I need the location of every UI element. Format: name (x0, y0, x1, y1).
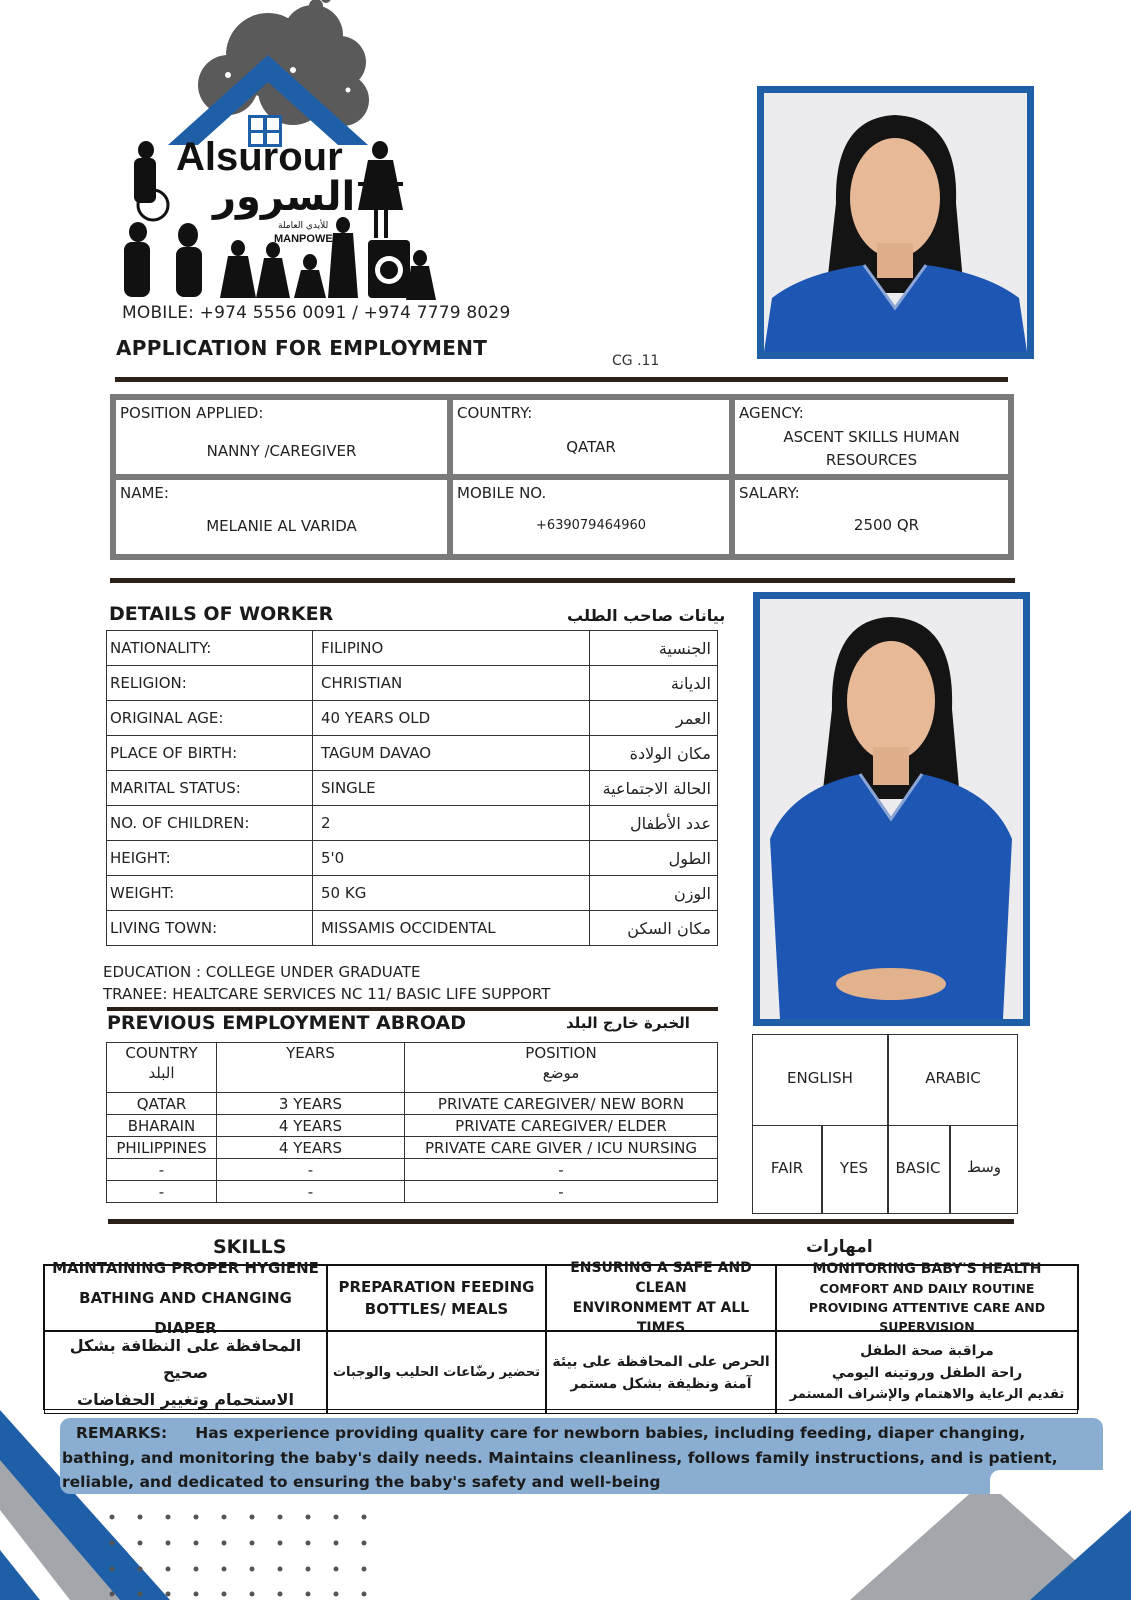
detail-value: 2 (313, 806, 590, 841)
name-label: NAME: (120, 484, 169, 502)
skill-monitoring: MONITORING BABY'S HEALTH COMFORT AND DAILY ROUTINE PROVIDING ATTENTIVE CARE AND SUPERVISION (776, 1265, 1078, 1331)
divider (108, 1219, 1014, 1224)
detail-value: CHRISTIAN (313, 666, 590, 701)
detail-label: NATIONALITY: (107, 631, 313, 666)
arabic-level: BASIC (895, 1159, 941, 1177)
employment-position: - (405, 1159, 718, 1181)
table-row (107, 911, 718, 946)
language-english: ENGLISH (787, 1069, 853, 1087)
remarks-label: REMARKS: (76, 1424, 168, 1442)
agency-label: AGENCY: (739, 404, 804, 422)
position-value: NANNY /CAREGIVER (206, 442, 357, 460)
logo-sub-ar: للأيدي العاملة (278, 221, 329, 231)
logo-wordmark-ar: السرور (213, 174, 356, 220)
skill-safe-environment: ENSURING A SAFE AND CLEAN ENVIRONMEMT AT ALL TIMES (546, 1265, 776, 1331)
worker-photo-full (753, 592, 1030, 1026)
table-row (107, 1093, 718, 1115)
agency-value-line1: ASCENT SKILLS HUMAN (783, 428, 960, 446)
skill-hygiene-ar: المحافظة على النظافة بشكل صحيح الاستحمام وتغيير الحفاضات (44, 1331, 327, 1414)
company-mobile: MOBILE: +974 5556 0091 / +974 7779 8029 (122, 303, 511, 323)
skill-monitoring-ar: مراقبة صحة الطفل راحة الطفل وروتينه اليومي تقديم الرعاية والاهتمام والإشراف المستمر (776, 1331, 1078, 1414)
detail-label-ar: مكان الولادة (590, 736, 718, 771)
table-row (107, 1115, 718, 1137)
salary-value: 2500 QR (853, 516, 920, 534)
skills-table (43, 1259, 1079, 1410)
divider (115, 377, 1008, 382)
company-logo (118, 0, 438, 305)
skill-hygiene: MAINTAINING PROPER HYGIENE BATHING AND CHANGING DIAPER (44, 1265, 327, 1331)
table-row (107, 736, 718, 771)
worker-photo-portrait (757, 86, 1034, 359)
divider (110, 578, 1015, 583)
remarks-notch (990, 1470, 1103, 1494)
employment-country: PHILIPPINES (107, 1137, 217, 1159)
employment-country: QATAR (107, 1093, 217, 1115)
employment-position: - (405, 1181, 718, 1203)
detail-label: MARITAL STATUS: (107, 771, 313, 806)
salary-cell (732, 477, 1011, 557)
table-row (107, 1159, 718, 1181)
table-row (107, 631, 718, 666)
language-header-row (753, 1035, 1017, 1126)
mobile-value: +639079464960 (535, 518, 647, 533)
employment-position: PRIVATE CAREGIVER/ ELDER (405, 1115, 718, 1137)
employment-position: PRIVATE CAREGIVER/ NEW BORN (405, 1093, 718, 1115)
employment-years: 4 YEARS (217, 1115, 405, 1137)
previous-employment-title-ar: الخبرة خارج البلد (566, 1014, 690, 1032)
detail-value: MISSAMIS OCCIDENTAL (313, 911, 590, 946)
logo-wordmark-en: Alsurour (176, 135, 343, 179)
agency-value-line2: RESOURCES (825, 451, 918, 469)
skill-feeding: PREPARATION FEEDING BOTTLES/ MEALS (327, 1265, 546, 1331)
skills-title-ar: امهارات (806, 1237, 873, 1257)
reference-code: CG .11 (612, 353, 660, 369)
detail-label: PLACE OF BIRTH: (107, 736, 313, 771)
training-line: TRANEE: HEALTCARE SERVICES NC 11/ BASIC LIFE SUPPORT (103, 985, 551, 1003)
employment-years: - (217, 1159, 405, 1181)
skill-feeding-ar: تحضير رضّاعات الحليب والوجبات (327, 1331, 546, 1414)
table-row (107, 1181, 718, 1203)
detail-value: FILIPINO (313, 631, 590, 666)
table-row (107, 701, 718, 736)
name-value: MELANIE AL VARIDA (206, 517, 357, 535)
remarks-box (60, 1418, 1103, 1494)
detail-label-ar: الوزن (590, 876, 718, 911)
column-header-country: COUNTRY البلد (107, 1043, 217, 1093)
country-label: COUNTRY: (457, 404, 533, 422)
detail-label: HEIGHT: (107, 841, 313, 876)
detail-value: 50 KG (313, 876, 590, 911)
logo-sub-en: MANPOWER (274, 233, 341, 245)
skill-safe-environment-ar: الحرص على المحافظة على بيئة آمنة ونظيفة بشكل مستمر (546, 1331, 776, 1414)
salary-label: SALARY: (739, 484, 800, 502)
english-level: FAIR (770, 1159, 804, 1177)
country-cell (450, 397, 732, 477)
table-row (107, 841, 718, 876)
detail-value: 5'0 (313, 841, 590, 876)
table-row (107, 876, 718, 911)
details-title: DETAILS OF WORKER (109, 603, 334, 625)
detail-label-ar: الطول (590, 841, 718, 876)
employment-position: PRIVATE CARE GIVER / ICU NURSING (405, 1137, 718, 1159)
english-yes: YES (839, 1159, 869, 1177)
detail-label-ar: الحالة الاجتماعية (590, 771, 718, 806)
detail-label: WEIGHT: (107, 876, 313, 911)
detail-label-ar: الجنسية (590, 631, 718, 666)
detail-label: ORIGINAL AGE: (107, 701, 313, 736)
previous-employment-title: PREVIOUS EMPLOYMENT ABROAD (107, 1012, 466, 1034)
previous-employment-table (106, 1042, 718, 1203)
detail-label-ar: العمر (590, 701, 718, 736)
detail-value: SINGLE (313, 771, 590, 806)
detail-label: RELIGION: (107, 666, 313, 701)
remarks-text: Has experience providing quality care for newborn babies, including feeding, diaper changing, bathing, and monitoring the baby's daily needs. Maintains cleanliness, follows family instructions, and is patient, reliable, and dedicated to ensuring the baby's safety and well-being (62, 1424, 1058, 1491)
employment-years: - (217, 1181, 405, 1203)
table-header-row (107, 1043, 718, 1093)
detail-value: 40 YEARS OLD (313, 701, 590, 736)
skills-title: SKILLS (213, 1236, 287, 1258)
language-level-row (753, 1126, 1017, 1214)
table-row (107, 666, 718, 701)
divider (107, 1007, 718, 1011)
position-cell (113, 397, 450, 477)
education-line: EDUCATION : COLLEGE UNDER GRADUATE (103, 963, 421, 981)
country-value: QATAR (566, 438, 616, 456)
table-row (107, 1137, 718, 1159)
language-arabic: ARABIC (925, 1069, 981, 1087)
arabic-level-ar: وسط (966, 1158, 1002, 1176)
detail-label: LIVING TOWN: (107, 911, 313, 946)
table-row (107, 771, 718, 806)
employment-country: BHARAIN (107, 1115, 217, 1137)
agency-cell (732, 397, 1011, 477)
language-box (752, 1034, 1018, 1214)
details-table (106, 630, 718, 946)
application-info-grid (110, 394, 1014, 560)
page-title: APPLICATION FOR EMPLOYMENT (116, 336, 488, 360)
mobile-label: MOBILE NO. (457, 484, 547, 502)
column-header-years: YEARS (217, 1043, 405, 1093)
detail-label-ar: مكان السكن (590, 911, 718, 946)
name-cell (113, 477, 450, 557)
detail-label-ar: عدد الأطفال (590, 806, 718, 841)
employment-country: - (107, 1181, 217, 1203)
details-title-ar: بيانات صاحب الطلب (567, 606, 726, 625)
detail-value: TAGUM DAVAO (313, 736, 590, 771)
position-label: POSITION APPLIED: (120, 404, 264, 422)
detail-label: NO. OF CHILDREN: (107, 806, 313, 841)
detail-label-ar: الديانة (590, 666, 718, 701)
employment-years: 3 YEARS (217, 1093, 405, 1115)
table-row (107, 806, 718, 841)
employment-country: - (107, 1159, 217, 1181)
column-header-position: POSITION موضع (405, 1043, 718, 1093)
employment-years: 4 YEARS (217, 1137, 405, 1159)
mobile-cell (450, 477, 732, 557)
